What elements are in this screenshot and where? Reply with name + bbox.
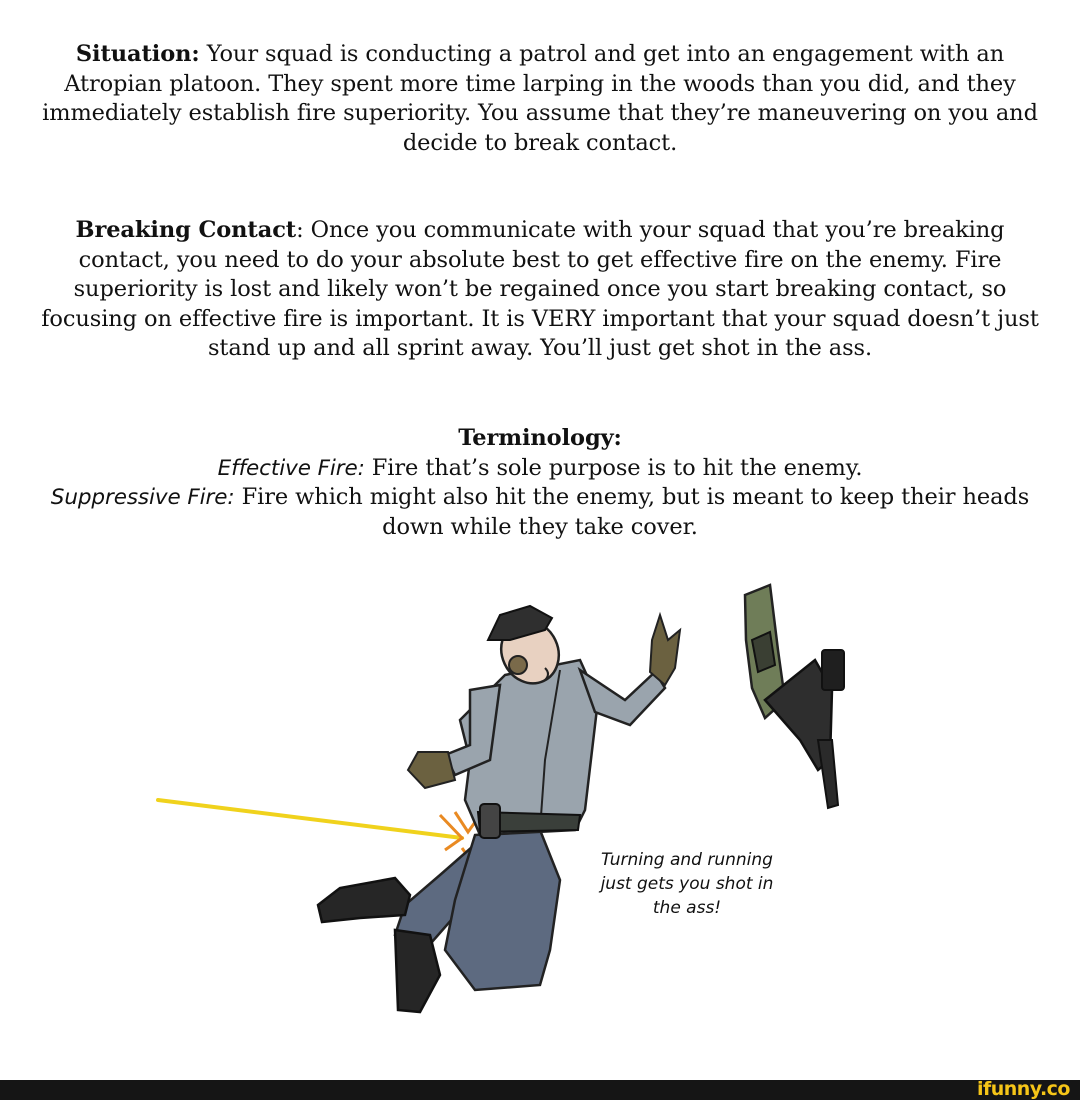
terminology-heading: Terminology:	[458, 425, 622, 451]
raised-glove	[650, 615, 680, 685]
definition-text: Fire which might also hit the enemy, but is meant to keep their heads down while they take cover.	[241, 484, 1030, 540]
holster	[480, 804, 500, 838]
terminology-section	[40, 424, 1040, 542]
rifle-barrel	[818, 740, 838, 808]
definition-suppressive-fire	[40, 483, 1040, 542]
situation-paragraph	[40, 40, 1040, 158]
breaking-contact-paragraph	[40, 216, 1040, 364]
back-boot	[318, 878, 410, 922]
rifle	[745, 585, 844, 808]
rifle-scope	[822, 650, 844, 690]
term-effective-fire: Effective Fire:	[217, 455, 365, 481]
tracer-line	[158, 800, 462, 838]
lower-glove	[408, 752, 455, 788]
caption: Turning and running just gets you shot in the ass!	[600, 850, 774, 918]
term-suppressive-fire: Suppressive Fire:	[50, 485, 235, 510]
ifunny-logo[interactable]: ifunny.co	[976, 1078, 1070, 1100]
ear-protector	[509, 656, 527, 674]
footer-bar	[0, 1080, 1080, 1100]
breaking-contact-text: : Once you communicate with your squad that you’re breaking contact, you need to do your absolute best to get effective fire on the enemy. Fire superiority is lost and likely won’t be regained once you start breaking contact, so focusing on effective fire is important. It is VERY important that your squad doesn’t just stand up and all sprint away. You’ll just get shot in the ass.	[41, 217, 1039, 361]
definition-text: Fire that’s sole purpose is to hit the enemy.	[371, 454, 863, 481]
breaking-contact-label: Breaking Contact	[75, 217, 297, 243]
definition-effective-fire	[40, 454, 1040, 484]
situation-text: Your squad is conducting a patrol and get into an engagement with an Atropian platoon. They spent more time larping in the woods than you did, and they immediately establish fire superiority. You assume that they’re maneuvering on you and decide to break contact.	[42, 41, 1038, 156]
situation-label: Situation:	[75, 41, 200, 67]
soldier-illustration	[0, 570, 1080, 1080]
